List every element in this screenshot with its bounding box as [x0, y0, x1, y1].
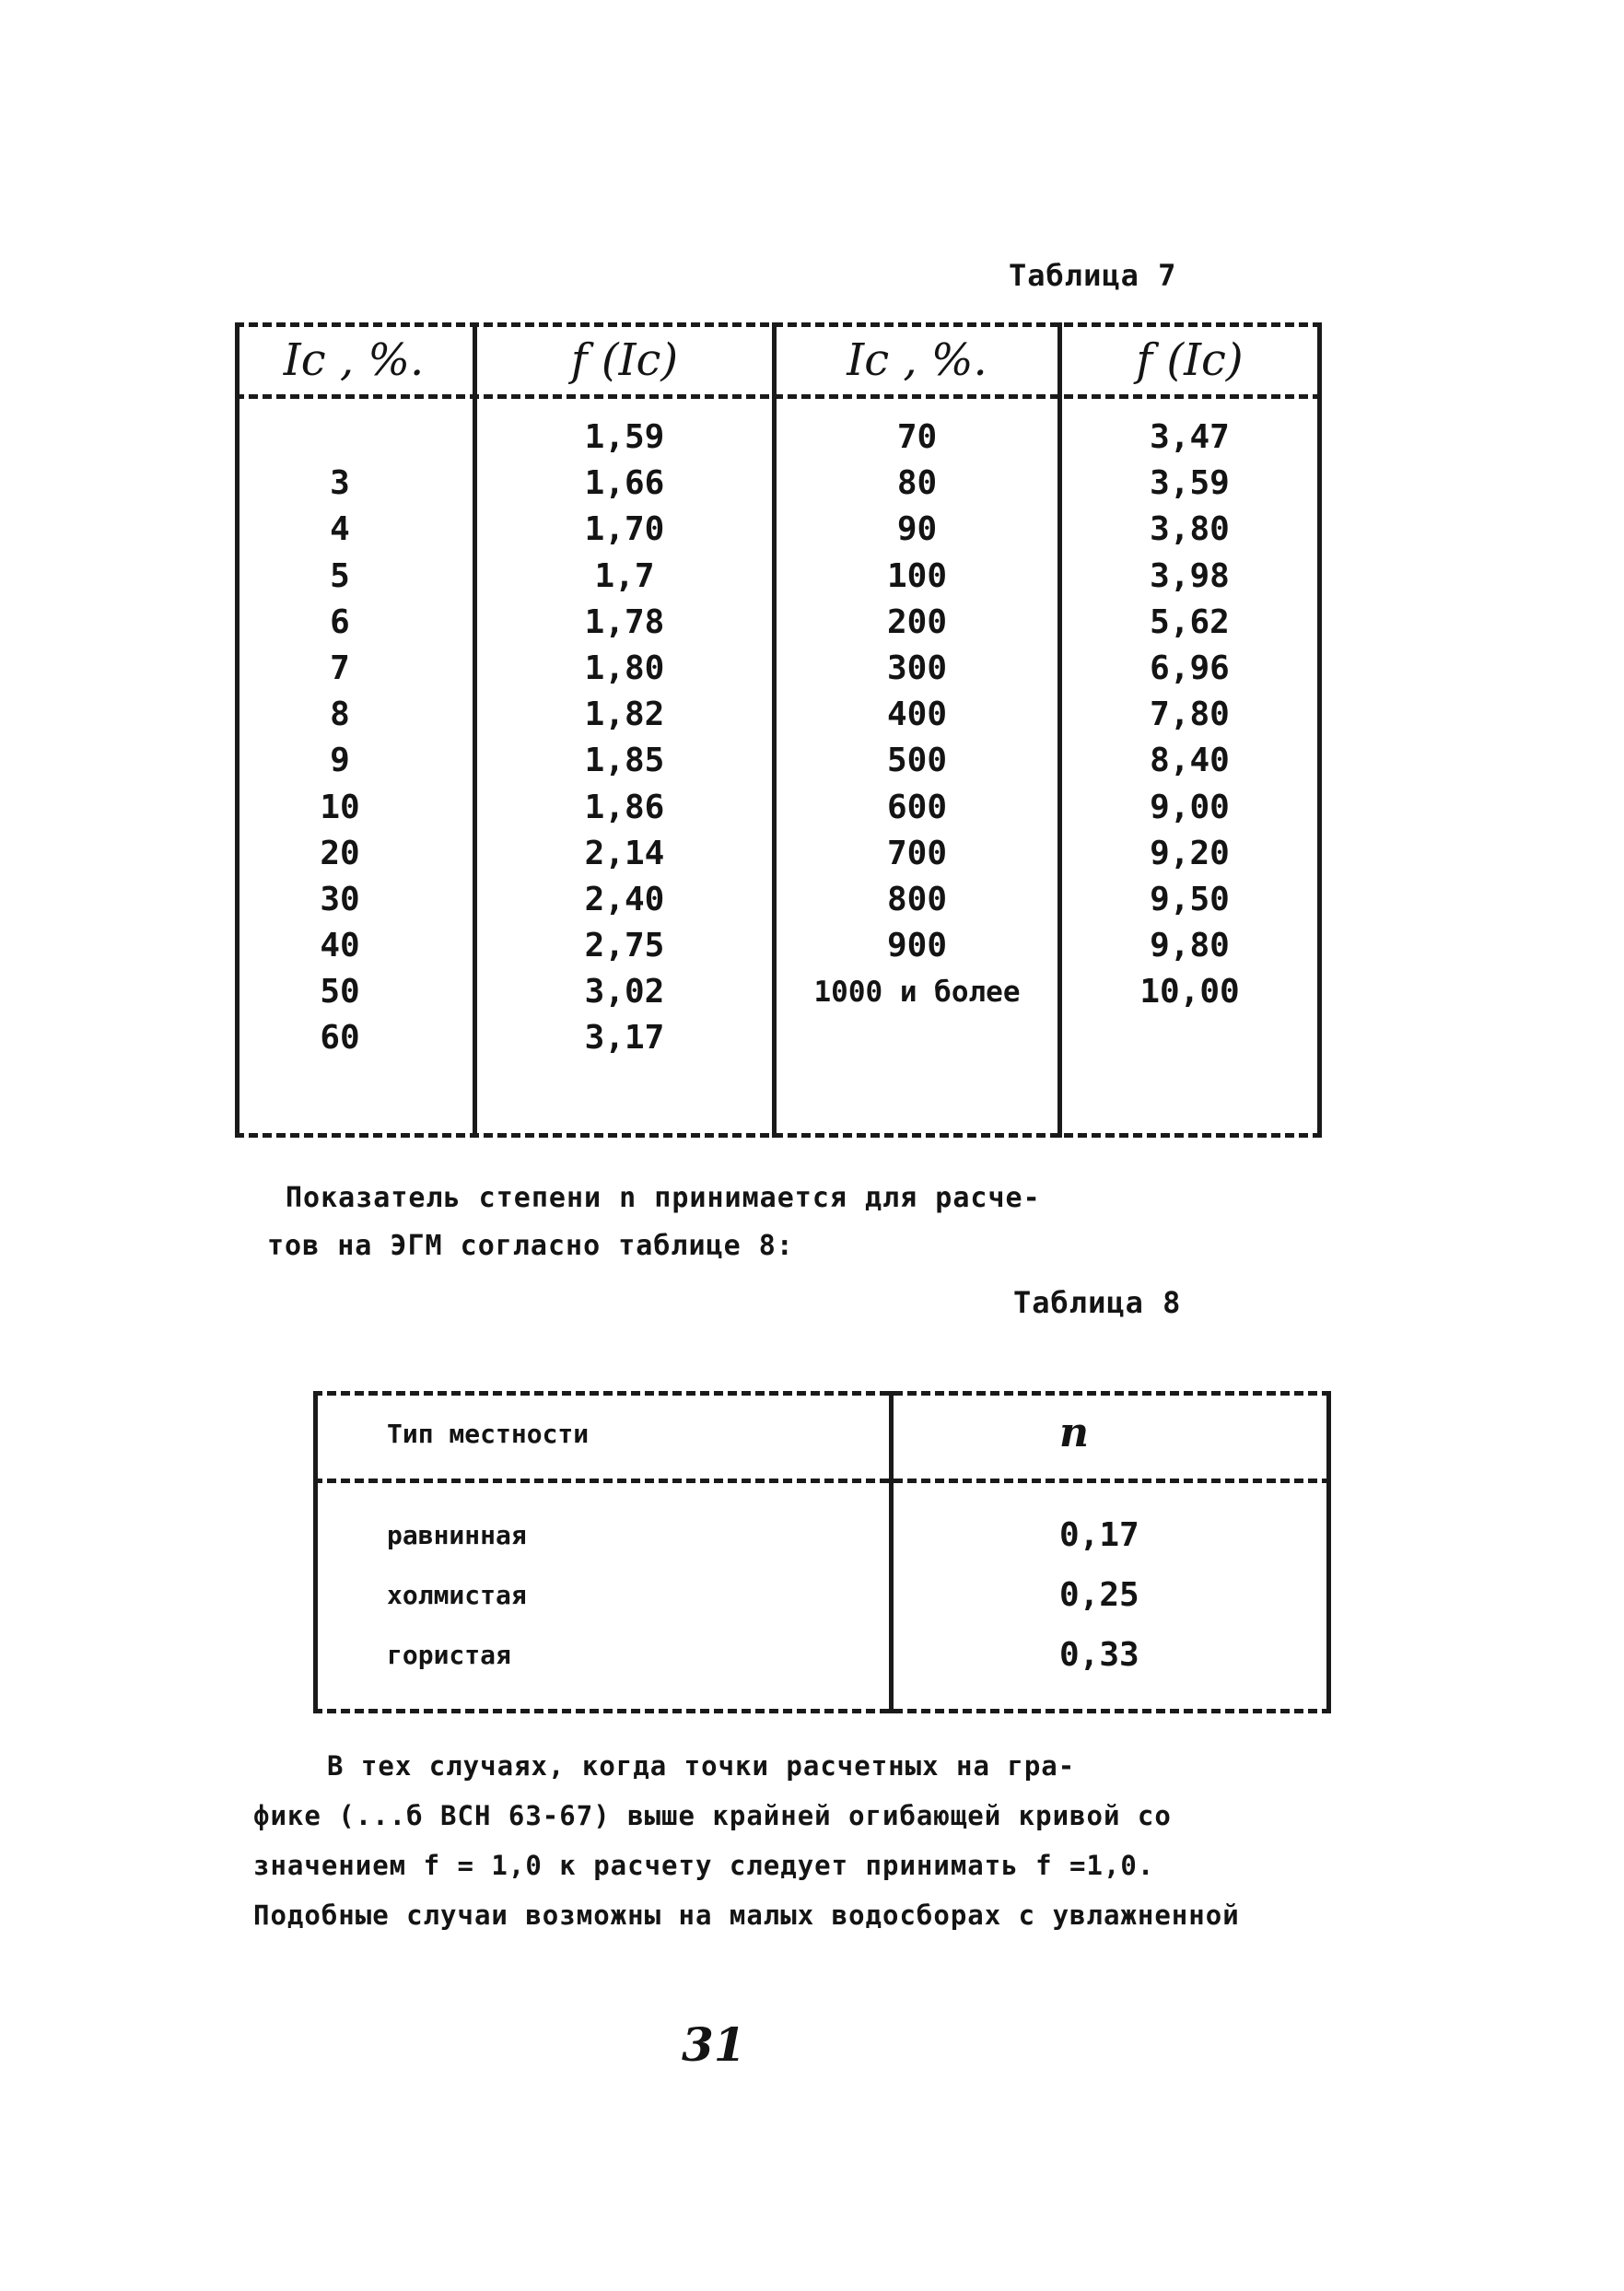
table7-header-f-2: f (Iс): [1136, 334, 1244, 386]
table7-cell: 1,70: [584, 510, 665, 549]
table7-cell: 300: [886, 649, 948, 687]
table7-cell: 1,59: [584, 418, 665, 456]
table7-cell: 9,20: [1150, 834, 1230, 872]
table7-cell: 1,82: [584, 695, 665, 734]
table7-cell: 20: [320, 834, 360, 872]
intro-line-1: Показатель степени n принимается для расче-: [286, 1182, 1041, 1214]
table8-bottom-border: [313, 1709, 1331, 1713]
table7-cell: 5: [330, 556, 350, 595]
table7-cell: 700: [886, 834, 948, 872]
table7-cell: 1,7: [594, 556, 655, 595]
table8-header-separator: [313, 1479, 1331, 1483]
table7: [235, 322, 1322, 1138]
table7-cell: 10: [320, 788, 360, 826]
table7-cell: 800: [886, 880, 948, 918]
table7-cell: 90: [896, 510, 938, 549]
table7-cell: 9,00: [1150, 788, 1230, 826]
closing-line-4: Подобные случаи возможны на малых водосборах с увлажненной: [253, 1899, 1240, 1931]
table7-right-border: [1317, 322, 1322, 1138]
table8-header-n: n: [1059, 1409, 1089, 1456]
table7-cell: 1000 и более: [813, 976, 1021, 1010]
table8-right-border: [1326, 1391, 1331, 1713]
table8-row-value: 0,33: [1059, 1636, 1139, 1674]
page-number: 31: [682, 2017, 746, 2072]
table8-row-label: равнинная: [387, 1520, 527, 1550]
table7-cell: 900: [886, 927, 948, 965]
table8-row-value: 0,25: [1059, 1576, 1139, 1614]
table8-divider: [889, 1391, 894, 1713]
table8-left-border: [313, 1391, 318, 1713]
table7-cell: 3: [330, 464, 350, 503]
table7-cell: 30: [320, 880, 360, 918]
table7-cell: 3,02: [584, 973, 665, 1011]
closing-paragraph: [253, 1741, 1359, 1940]
table7-cell: 1,78: [584, 602, 665, 641]
closing-line-1: В тех случаях, когда точки расчетных на гра-: [327, 1750, 1076, 1782]
table7-cell: 1,66: [584, 464, 665, 503]
table8: [313, 1391, 1331, 1713]
table7-cell: 3,47: [1150, 418, 1230, 456]
table7-cell: 9,50: [1150, 880, 1230, 918]
table7-cell: 3,17: [584, 1019, 665, 1058]
table7-cell: 9: [330, 742, 350, 780]
table8-header-terrain: Тип местности: [387, 1419, 590, 1449]
table7-cell: 200: [886, 602, 948, 641]
table7-cell: 2,14: [584, 834, 665, 872]
table7-cell: 6,96: [1150, 649, 1230, 687]
table7-col-f-2: [1062, 322, 1317, 1138]
table7-col-ic-1: [235, 322, 473, 1138]
table7-col-ic-2: [777, 322, 1057, 1138]
table7-cell: 9,80: [1150, 927, 1230, 965]
table7-header-ic-2: Iс , %.: [847, 334, 987, 386]
table7-cell: 70: [896, 418, 938, 456]
table7-cell: 7: [330, 649, 350, 687]
table7-cell: 600: [886, 788, 948, 826]
table7-cell: 8,40: [1150, 742, 1230, 780]
table7-cell: 3,59: [1150, 464, 1230, 503]
table7-cell: 1,86: [584, 788, 665, 826]
table8-row-value: 0,17: [1059, 1516, 1139, 1554]
table7-cell: 50: [320, 973, 360, 1011]
table7-cell: 2,40: [584, 880, 665, 918]
table7-cell: 8: [330, 695, 350, 734]
table8-row-label: холмистая: [387, 1580, 527, 1610]
closing-line-2: фике (...б ВСН 63-67) выше крайней огибающей кривой со: [253, 1800, 1172, 1831]
table7-cell: 40: [320, 927, 360, 965]
table7-cell: 3,80: [1150, 510, 1230, 549]
table8-row-label: гористая: [387, 1640, 511, 1670]
table7-cell: 10,00: [1139, 973, 1240, 1011]
table7-cell: 6: [330, 602, 350, 641]
table7-cell: 5,62: [1150, 602, 1230, 641]
table7-cell: 80: [896, 464, 938, 503]
intro-line-2: тов на ЭГМ согласно таблице 8:: [267, 1230, 794, 1262]
table7-cell: 3,98: [1150, 556, 1230, 595]
table7-cell: 500: [886, 742, 948, 780]
table7-cell: 100: [886, 556, 948, 595]
table7-caption: Таблица 7: [1009, 258, 1177, 293]
table7-col-f-1: [477, 322, 772, 1138]
table7-cell: 7,80: [1150, 695, 1230, 734]
intro-paragraph: [267, 1175, 1317, 1270]
table7-cell: 4: [330, 510, 350, 549]
table7-cell: 60: [320, 1019, 360, 1058]
closing-line-3: значением f = 1,0 к расчету следует принимать f =1,0.: [253, 1850, 1155, 1881]
table7-header-ic-1: Iс , %.: [283, 334, 425, 386]
table7-cell: 2,75: [584, 927, 665, 965]
table8-caption: Таблица 8: [1013, 1285, 1182, 1320]
table7-header-f-1: f (Iс): [570, 334, 679, 386]
table7-cell: 1,85: [584, 742, 665, 780]
table7-cell: 1,80: [584, 649, 665, 687]
table8-top-border: [313, 1391, 1331, 1396]
table7-cell: 400: [886, 695, 948, 734]
table7-cell: [235, 415, 445, 461]
